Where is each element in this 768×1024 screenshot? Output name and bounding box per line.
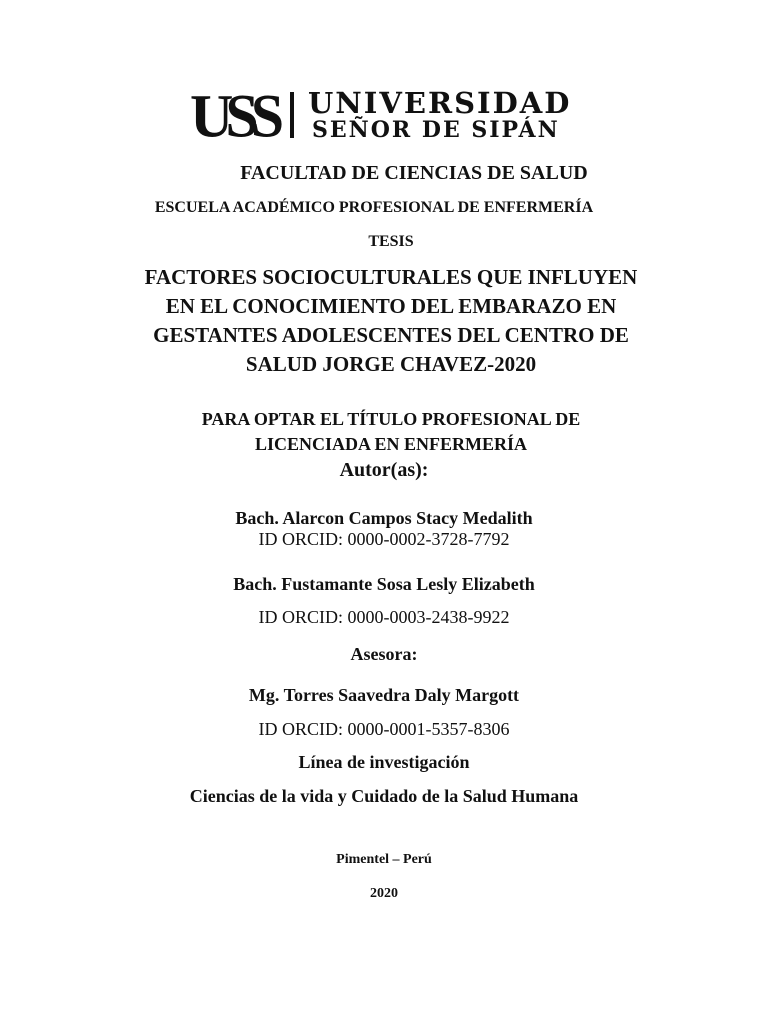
thesis-title <box>7 263 768 379</box>
university-name-line2: SEÑOR DE SIPÁN <box>312 117 560 143</box>
uss-logo-mark: USS <box>190 82 277 150</box>
year: 2020 <box>370 886 398 901</box>
authors-label: Autor(as): <box>339 459 429 481</box>
author-orcid: ID ORCID: 0000-0003-2438-9922 <box>258 607 510 627</box>
advisor-label: Asesora: <box>350 644 418 664</box>
university-name-line1: UNIVERSIDAD <box>308 86 572 120</box>
degree-line: PARA OPTAR EL TÍTULO PROFESIONAL DE <box>201 409 581 429</box>
university-logo <box>190 82 590 150</box>
author-name: Bach. Fustamante Sosa Lesly Elizabeth <box>233 574 535 594</box>
thesis-title-line: GESTANTES ADOLESCENTES DEL CENTRO DE <box>153 323 629 347</box>
research-line-label: Línea de investigación <box>298 752 470 772</box>
thesis-title-line: EN EL CONOCIMIENTO DEL EMBARAZO EN <box>165 294 617 318</box>
school-heading: ESCUELA ACADÉMICO PROFESIONAL DE ENFERMERÍA <box>154 199 594 216</box>
place: Pimentel – Perú <box>336 852 432 867</box>
author-orcid: ID ORCID: 0000-0002-3728-7792 <box>258 529 510 549</box>
degree-line: LICENCIADA EN ENFERMERÍA <box>254 434 528 454</box>
advisor-orcid: ID ORCID: 0000-0001-5357-8306 <box>258 719 510 739</box>
document-type: TESIS <box>368 233 414 250</box>
author-name: Bach. Alarcon Campos Stacy Medalith <box>235 508 533 528</box>
thesis-title-line: SALUD JORGE CHAVEZ-2020 <box>245 352 537 376</box>
faculty-heading: FACULTAD DE CIENCIAS DE SALUD <box>240 162 588 184</box>
advisor-name: Mg. Torres Saavedra Daly Margott <box>248 685 520 705</box>
research-line-value: Ciencias de la vida y Cuidado de la Salud Humana <box>189 786 579 806</box>
thesis-title-line: FACTORES SOCIOCULTURALES QUE INFLUYEN <box>144 265 638 289</box>
logo-divider <box>290 92 294 138</box>
degree-statement <box>7 407 768 457</box>
